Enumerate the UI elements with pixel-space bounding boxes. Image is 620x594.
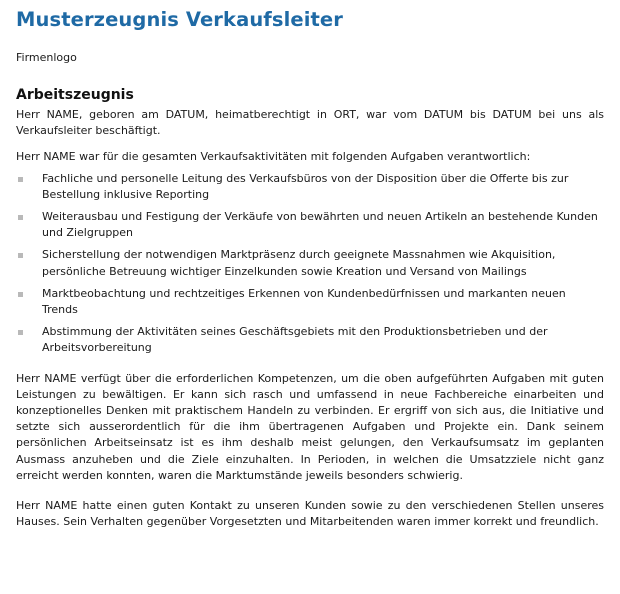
square-bullet-icon (18, 292, 23, 297)
square-bullet-icon (18, 253, 23, 258)
intro-paragraph: Herr NAME, geboren am DATUM, heimatberechtigt in ORT, war vom DATUM bis DATUM bei uns als Verkaufsleiter beschäftigt. (16, 108, 604, 138)
task-text: Marktbeobachtung und rechtzeitiges Erkennen von Kundenbedürfnissen und markanten neuen Trends (42, 286, 566, 317)
skills-paragraph: Herr NAME verfügt über die erforderlichen Kompetenzen, um die oben aufgeführten Aufgaben mit guten Leistungen zu bewältigen. Er kann sich rasch und umfassend in neue Fachbereiche einarbeiten und konzeptionelles Denken mit praktischem Handeln zu verbinden. Er ergriff von sich aus, die Initiative und setzte sich ausserordentlich für die ihm übertragenen Aufgaben und Projekte ein. Dank seinem persönlichen Arbeitseinsatz ist es ihm deshalb meist gelungen, den Verkaufsumsatz im geplanten Ausmass anzuheben und die Ziele einzuhalten. In Perioden, in welchen die Umsatzziele nicht ganz erreicht werden konnten, waren die Marktumstände jeweils besonders schwierig. (16, 371, 604, 482)
list-item (16, 324, 604, 356)
task-text: Weiterausbau und Festigung der Verkäufe von bewährten und neuen Artikeln an bestehende Kunden und Zielgruppen (42, 210, 598, 240)
document-page (16, 0, 604, 530)
list-item (16, 209, 604, 241)
list-item (16, 286, 604, 318)
square-bullet-icon (18, 215, 23, 220)
task-text: Sicherstellung der notwendigen Marktpräsenz durch geeignete Massnahmen wie Akquisition, persönliche Betreuung wichtiger Einzelkunden sowie Kreation und Versand von Mailings (42, 248, 556, 278)
document-title: Musterzeugnis Verkaufsleiter (16, 8, 343, 31)
square-bullet-icon (18, 177, 23, 182)
contact-paragraph: Herr NAME hatte einen guten Kontakt zu unseren Kunden sowie zu den verschiedenen Stellen unseres Hauses. Sein Verhalten gegenüber Vorgesetzten und Mitarbeitenden waren immer korrekt und freundlich. (16, 499, 604, 529)
section-heading: Arbeitszeugnis (16, 87, 134, 103)
task-list (16, 171, 604, 357)
list-item (16, 171, 604, 203)
task-text: Abstimmung der Aktivitäten seines Geschäftsgebiets mit den Produktionsbetrieben und der Arbeitsvorbereitung (42, 325, 548, 355)
company-logo-placeholder: Firmenlogo (16, 51, 77, 64)
duties-intro-paragraph: Herr NAME war für die gesamten Verkaufsaktivitäten mit folgenden Aufgaben verantwortlich: (16, 150, 531, 164)
square-bullet-icon (18, 330, 23, 335)
list-item (16, 247, 604, 279)
task-text: Fachliche und personelle Leitung des Verkaufsbüros von der Disposition über die Offerte bis zur Bestellung inklusive Reporting (42, 171, 569, 201)
